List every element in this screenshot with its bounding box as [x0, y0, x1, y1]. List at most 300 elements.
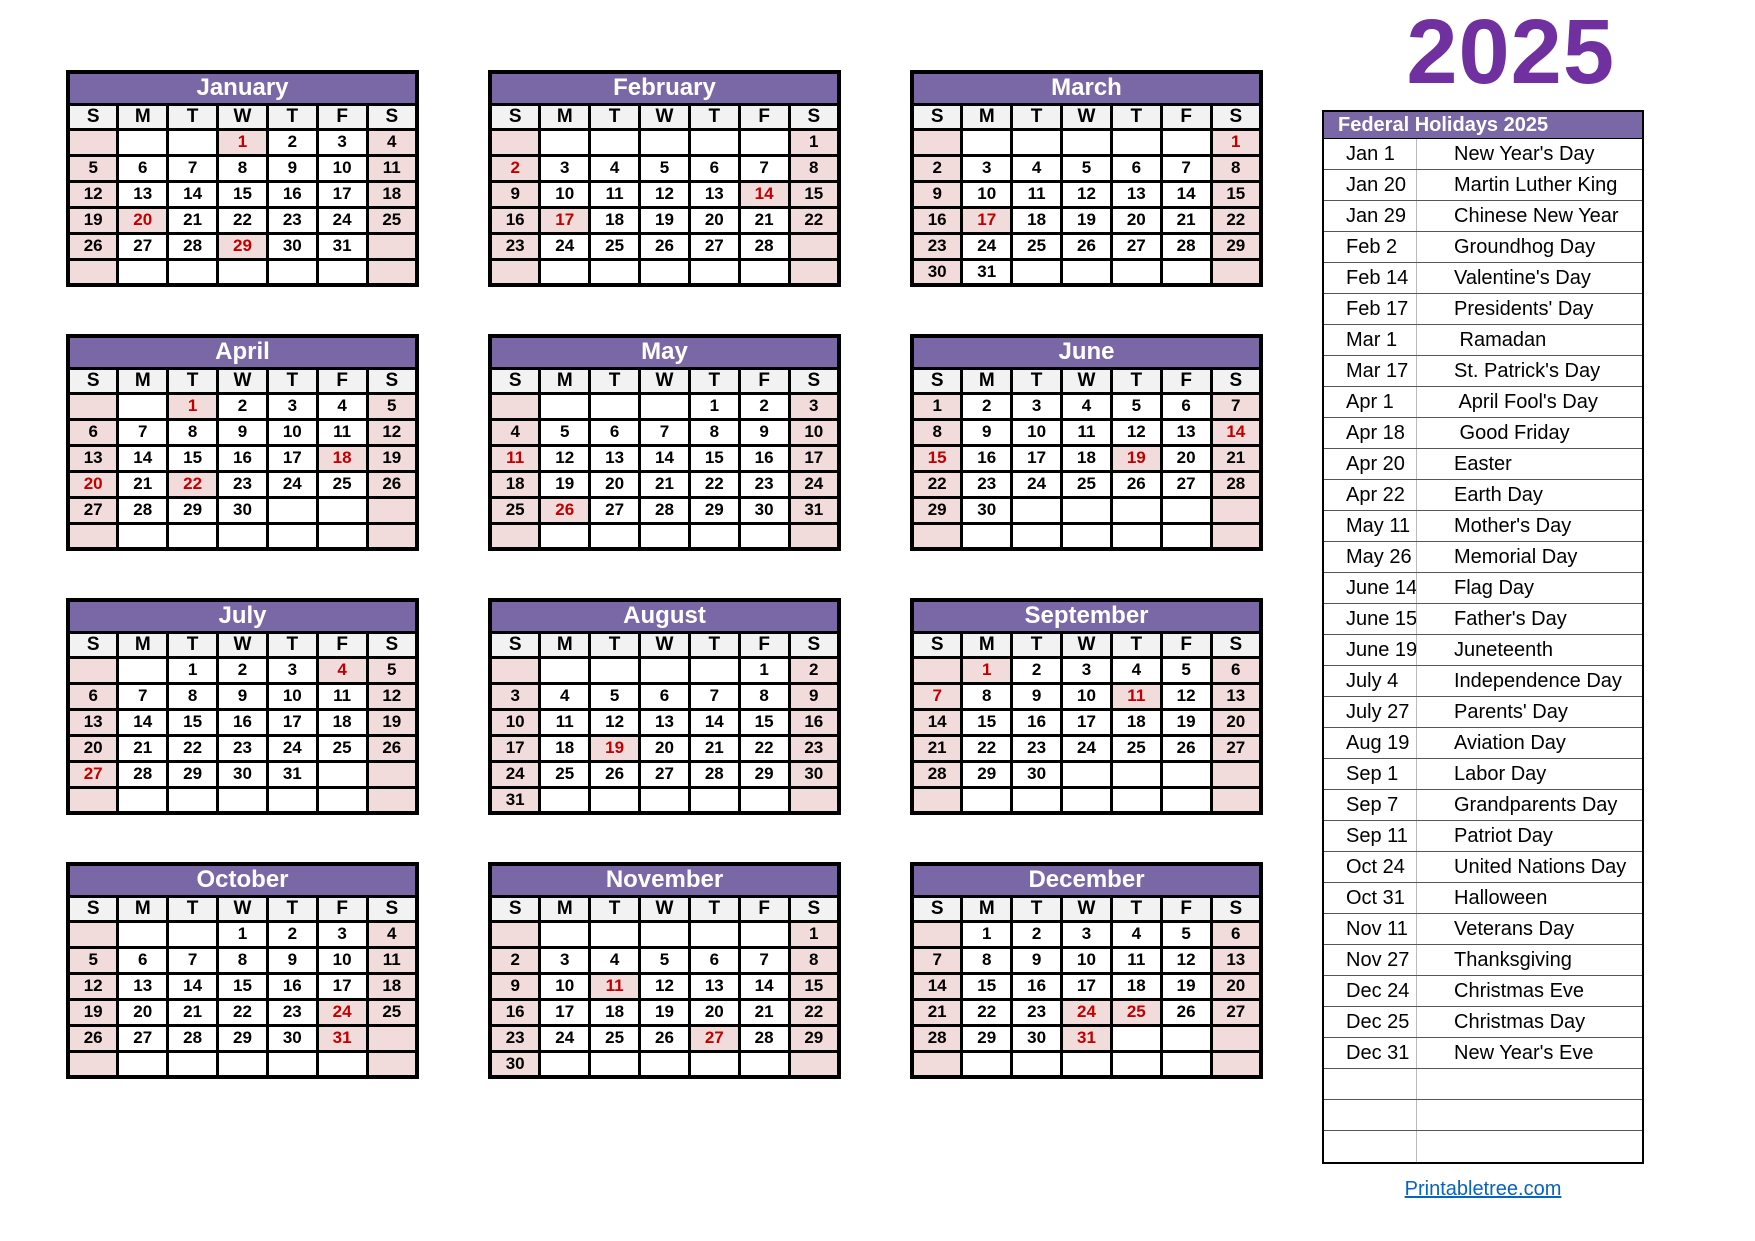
day-cell [1111, 523, 1161, 549]
day-cell: 8 [739, 683, 789, 709]
day-cell: 10 [789, 419, 839, 445]
day-cell: 8 [689, 419, 739, 445]
day-cell: 1 [689, 393, 739, 419]
holiday-date: Sep 7 [1346, 794, 1399, 816]
holiday-date: May 11 [1346, 515, 1411, 537]
day-cell: 6 [1161, 393, 1211, 419]
day-cell [267, 259, 317, 285]
holiday-name: Aviation Day [1416, 728, 1642, 758]
day-cell: 24 [267, 471, 317, 497]
month-october [66, 862, 419, 1079]
day-cell: 27 [1161, 471, 1211, 497]
day-header: M [962, 896, 1012, 921]
day-cell: 11 [490, 445, 540, 471]
day-cell: 22 [218, 999, 268, 1025]
day-cell: 2 [267, 129, 317, 155]
day-cell: 15 [218, 181, 268, 207]
day-header: S [68, 368, 118, 393]
day-cell: 21 [1161, 207, 1211, 233]
day-cell [789, 259, 839, 285]
day-cell [640, 921, 690, 947]
day-cell: 7 [689, 683, 739, 709]
month-title: October [68, 864, 417, 896]
month-title: December [912, 864, 1261, 896]
day-cell [68, 787, 118, 813]
day-cell: 3 [789, 393, 839, 419]
day-cell: 24 [317, 999, 367, 1025]
day-cell: 7 [739, 155, 789, 181]
day-cell: 19 [367, 445, 417, 471]
day-header: W [218, 632, 268, 657]
week-row [912, 181, 1261, 207]
day-cell: 22 [168, 471, 218, 497]
day-cell: 20 [640, 735, 690, 761]
day-header: W [640, 104, 690, 129]
week-row [68, 1025, 417, 1051]
week-row [490, 657, 839, 683]
day-cell: 10 [267, 683, 317, 709]
month-july [66, 598, 419, 815]
day-cell: 22 [168, 735, 218, 761]
day-cell: 20 [68, 471, 118, 497]
day-cell: 7 [118, 683, 168, 709]
day-cell [1062, 523, 1112, 549]
week-row [490, 445, 839, 471]
day-cell [118, 921, 168, 947]
day-cell: 2 [912, 155, 962, 181]
day-cell: 19 [1111, 445, 1161, 471]
day-cell [640, 259, 690, 285]
day-header: T [1012, 104, 1062, 129]
month-april [66, 334, 419, 551]
holiday-date: Feb 14 [1346, 267, 1409, 289]
day-cell [1062, 497, 1112, 523]
day-cell [267, 523, 317, 549]
day-cell: 23 [490, 233, 540, 259]
holiday-date: July 27 [1346, 701, 1410, 723]
day-cell: 5 [640, 947, 690, 973]
day-cell: 13 [1211, 947, 1261, 973]
day-cell: 17 [317, 973, 367, 999]
day-cell: 13 [118, 181, 168, 207]
year-title: 2025 [1406, 1, 1615, 103]
day-cell: 16 [267, 181, 317, 207]
day-cell: 4 [490, 419, 540, 445]
day-header: T [267, 896, 317, 921]
day-cell: 29 [1211, 233, 1261, 259]
day-cell: 27 [1111, 233, 1161, 259]
day-cell [317, 523, 367, 549]
day-cell: 18 [540, 735, 590, 761]
day-cell [1161, 1051, 1211, 1077]
day-cell: 17 [540, 207, 590, 233]
day-cell [1211, 787, 1261, 813]
day-cell: 28 [118, 497, 168, 523]
day-cell: 29 [689, 497, 739, 523]
day-cell: 13 [68, 445, 118, 471]
holiday-name: Ramadan [1416, 325, 1642, 355]
month-june [910, 334, 1263, 551]
month-title: June [912, 336, 1261, 368]
day-cell [490, 129, 540, 155]
day-cell: 14 [739, 181, 789, 207]
day-cell: 6 [590, 419, 640, 445]
month-title: May [490, 336, 839, 368]
day-cell: 19 [367, 709, 417, 735]
day-cell: 14 [1211, 419, 1261, 445]
day-header: S [912, 104, 962, 129]
day-header: W [1062, 104, 1112, 129]
day-header: W [218, 896, 268, 921]
day-cell: 2 [490, 155, 540, 181]
day-cell: 19 [1062, 207, 1112, 233]
day-cell: 13 [689, 973, 739, 999]
day-cell: 4 [367, 129, 417, 155]
day-cell: 23 [739, 471, 789, 497]
day-cell [962, 523, 1012, 549]
day-header: F [1161, 104, 1211, 129]
week-row [912, 497, 1261, 523]
week-row [68, 259, 417, 285]
week-row [490, 419, 839, 445]
month-title: April [68, 336, 417, 368]
day-cell [540, 787, 590, 813]
day-cell [367, 523, 417, 549]
day-cell: 19 [540, 471, 590, 497]
day-cell: 28 [1161, 233, 1211, 259]
day-cell [1012, 1051, 1062, 1077]
day-cell [1012, 129, 1062, 155]
holiday-row [1324, 139, 1642, 170]
day-cell: 17 [490, 735, 540, 761]
day-cell: 1 [739, 657, 789, 683]
day-cell [689, 523, 739, 549]
holiday-date: Oct 31 [1346, 887, 1405, 909]
day-header: M [962, 368, 1012, 393]
day-cell [1012, 523, 1062, 549]
day-header: S [912, 896, 962, 921]
day-cell: 26 [640, 233, 690, 259]
day-cell [218, 787, 268, 813]
day-cell: 11 [540, 709, 590, 735]
day-cell [317, 259, 367, 285]
day-cell: 11 [1012, 181, 1062, 207]
week-row [912, 999, 1261, 1025]
week-row [490, 207, 839, 233]
day-cell: 18 [1111, 973, 1161, 999]
day-cell: 13 [118, 973, 168, 999]
week-row [490, 129, 839, 155]
day-header: S [68, 896, 118, 921]
day-cell: 14 [118, 445, 168, 471]
day-header: S [1211, 368, 1261, 393]
holiday-row [1324, 666, 1642, 697]
day-cell: 16 [912, 207, 962, 233]
day-cell: 14 [1161, 181, 1211, 207]
day-cell [590, 129, 640, 155]
week-row [912, 445, 1261, 471]
day-cell [1062, 761, 1112, 787]
day-cell [168, 259, 218, 285]
day-cell: 22 [789, 999, 839, 1025]
day-cell: 13 [590, 445, 640, 471]
day-cell: 9 [218, 419, 268, 445]
day-cell [168, 129, 218, 155]
day-cell [118, 523, 168, 549]
day-cell: 17 [1062, 709, 1112, 735]
day-cell: 21 [739, 207, 789, 233]
holiday-date: June 19 [1346, 639, 1418, 661]
day-cell [490, 657, 540, 683]
week-row [490, 233, 839, 259]
day-cell: 29 [218, 1025, 268, 1051]
day-cell: 23 [789, 735, 839, 761]
day-cell: 11 [1062, 419, 1112, 445]
week-row [68, 947, 417, 973]
week-row [912, 207, 1261, 233]
day-cell: 7 [118, 419, 168, 445]
day-cell [590, 1051, 640, 1077]
day-cell [367, 1051, 417, 1077]
day-header: S [789, 896, 839, 921]
day-cell: 19 [1161, 973, 1211, 999]
day-cell: 20 [68, 735, 118, 761]
day-cell: 26 [640, 1025, 690, 1051]
day-cell: 7 [739, 947, 789, 973]
day-cell: 28 [168, 233, 218, 259]
printabletree-link[interactable]: Printabletree.com [1404, 1178, 1562, 1200]
day-cell: 3 [267, 393, 317, 419]
week-row [912, 709, 1261, 735]
day-cell: 25 [1012, 233, 1062, 259]
day-cell: 13 [1211, 683, 1261, 709]
day-header: S [789, 632, 839, 657]
day-header: S [367, 632, 417, 657]
day-cell [1111, 761, 1161, 787]
holiday-row [1324, 697, 1642, 728]
week-row [68, 207, 417, 233]
holiday-name: Presidents' Day [1416, 294, 1642, 324]
day-cell: 27 [689, 233, 739, 259]
day-cell: 12 [367, 683, 417, 709]
day-cell: 18 [590, 999, 640, 1025]
day-cell: 19 [68, 999, 118, 1025]
day-header: S [912, 632, 962, 657]
day-cell: 21 [739, 999, 789, 1025]
day-cell: 27 [640, 761, 690, 787]
day-cell [590, 523, 640, 549]
day-cell: 14 [168, 181, 218, 207]
day-cell: 4 [317, 393, 367, 419]
day-cell: 12 [68, 973, 118, 999]
day-header: S [68, 632, 118, 657]
day-cell [1211, 1025, 1261, 1051]
day-cell [962, 1051, 1012, 1077]
holiday-name: United Nations Day [1416, 852, 1642, 882]
day-header: S [490, 368, 540, 393]
week-row [912, 947, 1261, 973]
day-cell [267, 1051, 317, 1077]
day-cell: 25 [1111, 735, 1161, 761]
day-cell: 24 [540, 233, 590, 259]
day-cell: 17 [267, 709, 317, 735]
holiday-date: Apr 1 [1346, 391, 1394, 413]
day-cell: 9 [490, 181, 540, 207]
day-cell: 21 [640, 471, 690, 497]
day-header: T [168, 368, 218, 393]
day-cell [1211, 523, 1261, 549]
federal-holidays-panel [1322, 110, 1644, 1164]
day-cell: 27 [68, 497, 118, 523]
week-row [68, 419, 417, 445]
day-cell: 1 [168, 657, 218, 683]
holiday-row [1324, 852, 1642, 883]
day-cell: 17 [1012, 445, 1062, 471]
day-cell: 27 [590, 497, 640, 523]
day-cell: 11 [317, 419, 367, 445]
day-cell: 1 [789, 129, 839, 155]
day-cell: 18 [367, 181, 417, 207]
day-cell: 9 [739, 419, 789, 445]
day-cell: 10 [1062, 683, 1112, 709]
week-row [912, 657, 1261, 683]
day-cell: 17 [267, 445, 317, 471]
day-header: W [1062, 368, 1112, 393]
week-row [912, 761, 1261, 787]
day-header: W [218, 104, 268, 129]
day-cell: 14 [689, 709, 739, 735]
day-cell: 22 [912, 471, 962, 497]
day-cell: 29 [739, 761, 789, 787]
day-cell: 24 [1062, 735, 1112, 761]
day-cell: 6 [689, 947, 739, 973]
day-header: M [540, 632, 590, 657]
day-cell: 16 [962, 445, 1012, 471]
day-cell: 18 [317, 709, 367, 735]
day-cell: 15 [739, 709, 789, 735]
day-cell [540, 1051, 590, 1077]
day-cell: 8 [789, 155, 839, 181]
month-title: September [912, 600, 1261, 632]
day-header: T [267, 368, 317, 393]
day-cell: 23 [1012, 735, 1062, 761]
day-cell: 16 [267, 973, 317, 999]
day-cell [1161, 1025, 1211, 1051]
day-cell: 19 [590, 735, 640, 761]
day-header: M [118, 104, 168, 129]
day-cell: 25 [317, 735, 367, 761]
day-cell [1161, 259, 1211, 285]
day-cell [640, 1051, 690, 1077]
holiday-row [1324, 573, 1642, 604]
day-cell: 16 [490, 207, 540, 233]
day-cell: 30 [218, 497, 268, 523]
day-cell: 30 [1012, 1025, 1062, 1051]
day-cell [367, 1025, 417, 1051]
week-row [912, 233, 1261, 259]
day-header: W [1062, 896, 1112, 921]
week-row [490, 1025, 839, 1051]
holiday-row [1324, 790, 1642, 821]
day-cell: 25 [540, 761, 590, 787]
day-cell: 31 [267, 761, 317, 787]
holiday-row [1324, 511, 1642, 542]
day-header: T [590, 104, 640, 129]
holiday-name: Father's Day [1416, 604, 1642, 634]
day-cell: 10 [267, 419, 317, 445]
day-cell: 13 [689, 181, 739, 207]
day-cell: 8 [168, 419, 218, 445]
day-cell: 16 [789, 709, 839, 735]
holiday-row [1324, 976, 1642, 1007]
federal-holidays-header: Federal Holidays 2025 [1324, 112, 1642, 139]
day-cell [912, 787, 962, 813]
day-header: M [118, 368, 168, 393]
day-cell: 28 [912, 761, 962, 787]
holiday-date: Dec 24 [1346, 980, 1410, 1002]
day-cell [68, 129, 118, 155]
day-cell: 22 [789, 207, 839, 233]
day-header: S [789, 104, 839, 129]
day-cell: 20 [689, 999, 739, 1025]
holiday-date: Feb 17 [1346, 298, 1409, 320]
week-row [68, 155, 417, 181]
holiday-name: Veterans Day [1416, 914, 1642, 944]
holiday-name: Flag Day [1416, 573, 1642, 603]
day-header: T [689, 896, 739, 921]
day-cell: 18 [490, 471, 540, 497]
month-january [66, 70, 419, 287]
day-cell: 22 [689, 471, 739, 497]
holiday-name: Valentine's Day [1416, 263, 1642, 293]
day-cell: 24 [317, 207, 367, 233]
day-cell: 5 [640, 155, 690, 181]
day-cell: 9 [490, 973, 540, 999]
day-cell: 11 [367, 947, 417, 973]
day-cell [789, 523, 839, 549]
day-header: T [689, 368, 739, 393]
day-cell: 14 [640, 445, 690, 471]
day-cell: 29 [789, 1025, 839, 1051]
day-cell: 10 [490, 709, 540, 735]
day-cell: 9 [267, 947, 317, 973]
day-cell: 7 [168, 947, 218, 973]
day-cell: 9 [1012, 947, 1062, 973]
day-cell: 30 [912, 259, 962, 285]
day-cell [540, 921, 590, 947]
day-header: T [590, 632, 640, 657]
day-header: W [640, 632, 690, 657]
day-cell [590, 787, 640, 813]
holiday-row [1324, 356, 1642, 387]
day-header: T [1012, 896, 1062, 921]
holiday-row [1324, 728, 1642, 759]
day-cell: 1 [218, 921, 268, 947]
day-cell [912, 523, 962, 549]
day-cell: 24 [490, 761, 540, 787]
day-cell: 6 [1211, 921, 1261, 947]
day-cell [367, 761, 417, 787]
day-cell: 27 [1211, 735, 1261, 761]
day-cell [540, 657, 590, 683]
week-row [68, 761, 417, 787]
week-row [490, 999, 839, 1025]
day-header: M [540, 896, 590, 921]
day-cell: 7 [1161, 155, 1211, 181]
day-cell [1111, 1025, 1161, 1051]
day-header: S [490, 104, 540, 129]
day-cell: 5 [1062, 155, 1112, 181]
